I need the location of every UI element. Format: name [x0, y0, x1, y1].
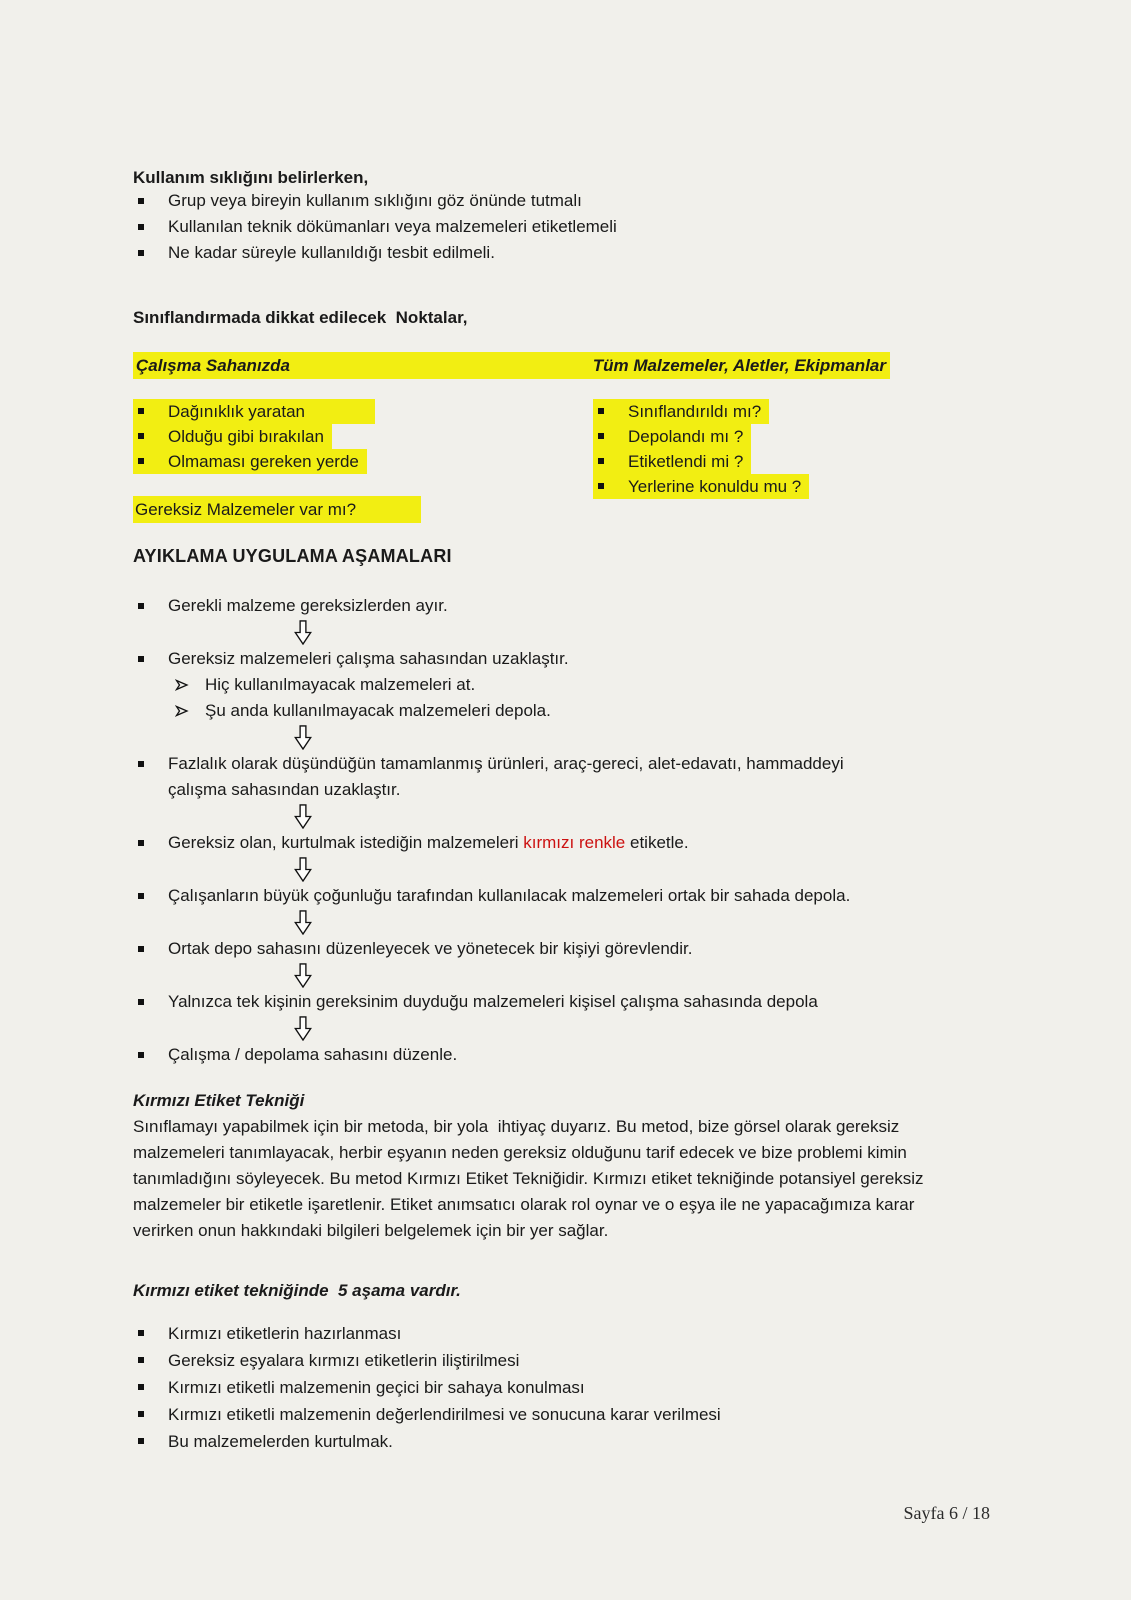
five-stages-list [133, 1320, 965, 1455]
list-item [133, 1320, 965, 1347]
bullet-square-icon [138, 1438, 144, 1444]
bullet-square-icon [138, 1052, 144, 1058]
bullet-square-icon [138, 433, 144, 439]
list-item [133, 1428, 965, 1455]
list-item-label: Sınıflandırıldı mı? [628, 402, 762, 421]
sub-step-item [133, 698, 965, 724]
step-item [133, 646, 965, 672]
sub-step-label: Şu anda kullanılmayacak malzemeleri depola. [205, 701, 551, 720]
bullet-square-icon [138, 603, 144, 609]
bullet-square-icon [138, 1411, 144, 1417]
step-item [133, 751, 965, 803]
list-item [593, 424, 751, 449]
highlighted-header-band [133, 352, 890, 379]
step-label: Gereksiz malzemeleri çalışma sahasından uzaklaştır. [168, 649, 569, 668]
step-item [133, 883, 965, 909]
bullet-square-icon [138, 408, 144, 414]
list-item-label: Gereksiz eşyalara kırmızı etiketlerin iliştirilmesi [168, 1351, 520, 1370]
flow-arrow [293, 620, 965, 645]
step-label: Çalışma / depolama sahasını düzenle. [168, 1045, 458, 1064]
step-label-part: Gereksiz olan, kurtulmak istediğin malzemeleri [168, 833, 524, 852]
list-item [133, 240, 965, 266]
down-arrow-icon [293, 910, 313, 935]
list-item-label: Olmaması gereken yerde [168, 452, 359, 471]
bullet-square-icon [138, 1330, 144, 1336]
list-item-label: Kırmızı etiketli malzemenin değerlendirilmesi ve sonucuna karar verilmesi [168, 1405, 721, 1424]
bullet-square-icon [138, 458, 144, 464]
bullet-square-icon [598, 483, 604, 489]
list-item [593, 474, 809, 499]
right-column-header: Tüm Malzemeler, Aletler, Ekipmanlar [592, 355, 886, 375]
usage-section-heading: Kullanım sıklığını belirlerken, [133, 168, 369, 187]
list-item [133, 449, 367, 474]
bullet-square-icon [138, 840, 144, 846]
flow-arrow [293, 1016, 965, 1041]
flow-arrow [293, 725, 965, 750]
down-arrow-icon [293, 620, 313, 645]
list-item [133, 214, 965, 240]
down-arrow-icon [293, 857, 313, 882]
arrowhead-icon [175, 679, 189, 691]
arrowhead-icon [175, 705, 189, 717]
step-item [133, 593, 965, 619]
down-arrow-icon [293, 725, 313, 750]
flow-arrow [293, 857, 965, 882]
list-item-label: Kırmızı etiketlerin hazırlanması [168, 1324, 402, 1343]
step-item [133, 1042, 965, 1068]
left-column-header: Çalışma Sahanızda [136, 355, 291, 375]
down-arrow-icon [293, 963, 313, 988]
list-item-label: Yerlerine konuldu mu ? [628, 477, 802, 496]
list-item [133, 1374, 965, 1401]
list-item [133, 399, 375, 424]
list-item [133, 1347, 965, 1374]
list-item-label: Grup veya bireyin kullanım sıklığını göz önünde tutmalı [168, 191, 582, 210]
list-item-label: Bu malzemelerden kurtulmak. [168, 1432, 393, 1451]
list-item [133, 424, 332, 449]
bullet-square-icon [138, 224, 144, 230]
classification-columns [133, 399, 965, 523]
bullet-square-icon [138, 198, 144, 204]
list-item-label: Ne kadar süreyle kullanıldığı tesbit edilmeli. [168, 243, 495, 262]
bullet-square-icon [598, 458, 604, 464]
list-item [593, 449, 751, 474]
red-tag-emphasis: kırmızı renkle [523, 833, 626, 852]
list-item-label: Kullanılan teknik dökümanları veya malzemeleri etiketlemeli [168, 217, 617, 236]
step-label-part: etiketle. [625, 833, 689, 852]
sorting-section-heading: AYIKLAMA UYGULAMA AŞAMALARI [133, 546, 452, 566]
five-stages-heading: Kırmızı etiket tekniğinde 5 aşama vardır. [133, 1281, 461, 1300]
bullet-square-icon [138, 656, 144, 662]
step-label [168, 830, 689, 856]
step-label: Çalışanların büyük çoğunluğu tarafından kullanılacak malzemeleri ortak bir sahada depola. [168, 886, 851, 905]
classification-section-heading: Sınıflandırmada dikkat edilecek Noktalar, [133, 308, 468, 327]
flow-arrow [293, 963, 965, 988]
bullet-square-icon [138, 893, 144, 899]
bullet-square-icon [138, 761, 144, 767]
list-item-label: Kırmızı etiketli malzemenin geçici bir sahaya konulması [168, 1378, 585, 1397]
red-tag-paragraph: Sınıflamayı yapabilmek için bir metoda, bir yola ihtiyaç duyarız. Bu metod, bize görsel olarak gereksiz malzemeleri tanımlayacak, herbir eşyanın neden gereksiz olduğunu tarif edecek ve bize problemi kimin tanımladığını söyleyecek. Bu metod Kırmızı Etiket Tekniğidir. Kırmızı etiket tekniğinde potansiyel gereksiz malzemeler bir etiketle işaretlenir. Etiket anımsatıcı olarak rol oynar ve o eşya ile ne yapacağımıza karar verirken onun hakkındaki bilgileri belgelemek için bir yer sağlar. [133, 1117, 929, 1240]
list-item [593, 399, 769, 424]
bullet-square-icon [138, 1384, 144, 1390]
list-item-label: Dağınıklık yaratan [168, 402, 306, 421]
down-arrow-icon [293, 804, 313, 829]
sub-step-label: Hiç kullanılmayacak malzemeleri at. [205, 675, 476, 694]
step-label: Fazlalık olarak düşündüğün tamamlanmış ürünleri, araç-gereci, alet-edavatı, hammaddeyi çalışma sahasından uzaklaştır. [168, 754, 844, 799]
step-label: Ortak depo sahasını düzenleyecek ve yönetecek bir kişiyi görevlendir. [168, 939, 693, 958]
work-area-column [133, 399, 593, 523]
bullet-square-icon [138, 946, 144, 952]
step-item [133, 830, 965, 856]
unneeded-materials-question: Gereksiz Malzemeler var mı? [133, 496, 421, 523]
list-item [133, 188, 965, 214]
flow-arrow [293, 910, 965, 935]
page-number: Sayfa 6 / 18 [903, 1503, 990, 1523]
materials-column [593, 399, 965, 499]
sorting-steps-flow [133, 593, 965, 1068]
list-item-label: Etiketlendi mi ? [628, 452, 744, 471]
list-item [133, 1401, 965, 1428]
bullet-square-icon [598, 408, 604, 414]
bullet-square-icon [598, 433, 604, 439]
step-label: Yalnızca tek kişinin gereksinim duyduğu malzemeleri kişisel çalışma sahasında depola [168, 992, 818, 1011]
step-item [133, 936, 965, 962]
sub-step-item [133, 672, 965, 698]
list-item-label: Olduğu gibi bırakılan [168, 427, 324, 446]
bullet-square-icon [138, 250, 144, 256]
bullet-square-icon [138, 1357, 144, 1363]
step-item [133, 989, 965, 1015]
bullet-square-icon [138, 999, 144, 1005]
list-item-label: Depolandı mı ? [628, 427, 744, 446]
step-label: Gerekli malzeme gereksizlerden ayır. [168, 596, 448, 615]
usage-bullet-list [133, 188, 965, 266]
red-tag-section-heading: Kırmızı Etiket Tekniği [133, 1091, 305, 1110]
flow-arrow [293, 804, 965, 829]
down-arrow-icon [293, 1016, 313, 1041]
